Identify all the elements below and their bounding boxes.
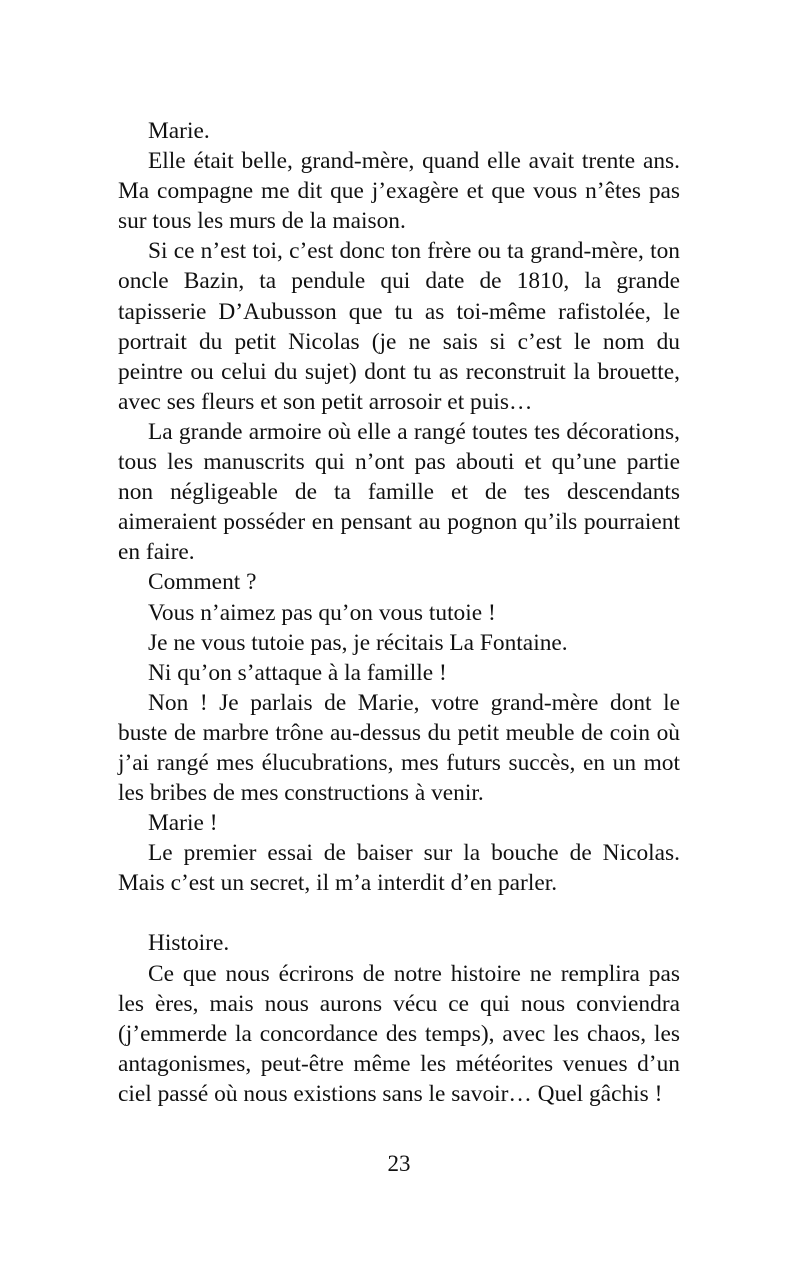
paragraph: Ni qu’on s’attaque à la famille ! (148, 659, 447, 686)
paragraph: Je ne vous tutoie pas, je récitais La Fontaine. (148, 629, 568, 656)
section-break (118, 898, 680, 928)
paragraph: Marie ! (148, 810, 218, 837)
paragraph: Non ! Je parlais de Marie, votre grand-mère dont le buste de marbre trône au-dessus du petit meuble de coin où j’ai rangé mes élucubrations, mes futurs succès, en un mot les bribes de mes constructions à venir. (118, 689, 680, 807)
page-body (118, 116, 680, 1109)
paragraph: Vous n’aimez pas qu’on vous tutoie ! (148, 599, 496, 626)
paragraph: Si ce n’est toi, c’est donc ton frère ou ta grand-mère, ton oncle Bazin, ta pendule qui date de 1810, la grande tapisserie D’Aubusson que tu as toi-même rafistolée, le portrait du petit Nicolas (je ne sais si c’est le nom du peintre ou celui du sujet) dont tu as reconstruit la brouette, avec ses fleurs et son petit arrosoir et puis… (118, 238, 680, 415)
page-number: 23 (387, 1151, 411, 1176)
paragraph: La grande armoire où elle a rangé toutes tes décorations, tous les manuscrits qui n’ont pas abouti et qu’une partie non négligeable de ta famille et de tes descendants aimeraient posséder en pensant au pognon qu’ils pourraient en faire. (118, 418, 680, 566)
paragraph: Marie. (148, 118, 210, 144)
paragraph: Comment ? (148, 569, 257, 596)
paragraph: Le premier essai de baiser sur la bouche de Nicolas. Mais c’est un secret, il m’a interdit d’en parler. (118, 840, 680, 897)
paragraph: Ce que nous écrirons de notre histoire ne remplira pas les ères, mais nous aurons vécu ce qui nous conviendra (j’emmerde la concordance des temps), avec les chaos, les antagonismes, peut-être même les météorites venues d’un ciel passé où nous existions sans le savoir… Quel gâchis ! (118, 960, 680, 1107)
paragraph: Elle était belle, grand-mère, quand elle avait trente ans. Ma compagne me dit que j’exagère et que vous n’êtes pas sur tous les murs de la maison. (118, 148, 680, 235)
paragraph: Histoire. (148, 930, 230, 957)
